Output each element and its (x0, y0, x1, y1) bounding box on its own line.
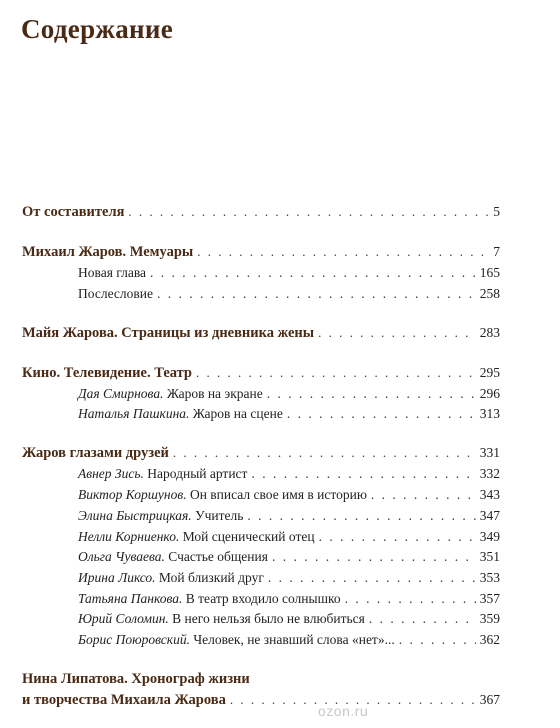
toc-entry (78, 568, 500, 588)
entry-title: Жаров глазами друзей (22, 445, 169, 461)
dot-leader (197, 242, 489, 262)
dot-leader (267, 384, 476, 404)
entry-title (78, 547, 268, 567)
page-number: 5 (493, 204, 500, 219)
entry-author: Наталья Пашкина. (78, 406, 190, 421)
dot-leader (150, 263, 476, 283)
dot-leader (128, 202, 489, 222)
page-number: 296 (479, 386, 500, 401)
dot-leader (318, 323, 476, 343)
page-number: 295 (479, 365, 500, 380)
entry-author: Дая Смирнова. (78, 386, 164, 401)
toc-entry (78, 527, 500, 547)
entry-title (78, 589, 341, 609)
entry-text: Жаров на сцене (189, 406, 283, 421)
dot-leader (268, 568, 476, 588)
entry-title: Послесловие (78, 286, 153, 301)
entry-text: Мой близкий друг (155, 570, 264, 585)
page-number: 357 (479, 591, 500, 606)
dot-leader (173, 443, 476, 463)
entry-title (78, 404, 283, 424)
page-number: 332 (479, 466, 500, 481)
page-title: Содержание (21, 14, 174, 44)
dot-leader (319, 527, 476, 547)
entry-author: Авнер Зись. (78, 466, 144, 481)
dot-leader (251, 464, 475, 484)
toc-entry (78, 547, 500, 567)
page-number: 343 (479, 487, 500, 502)
entry-title: Нина Липатова. Хронограф жизни (22, 671, 250, 687)
dot-leader (247, 506, 475, 526)
entry-title: Майя Жарова. Страницы из дневника жены (22, 325, 315, 341)
page-number: 351 (479, 549, 500, 564)
dot-leader (157, 284, 476, 304)
dot-leader (369, 609, 476, 629)
entry-text: Он вписал свое имя в историю (186, 487, 367, 502)
toc-entry (78, 609, 500, 629)
entry-author: Ирина Ликсо. (78, 570, 156, 585)
entry-text: Жаров на экране (163, 386, 263, 401)
toc-entry (78, 404, 500, 424)
entry-title: Кино. Телевидение. Театр (22, 365, 192, 381)
toc-entry (78, 630, 500, 650)
entry-title (78, 485, 367, 505)
entry-title (78, 630, 395, 650)
page-number: 313 (479, 406, 500, 421)
dot-leader (345, 589, 476, 609)
toc-entry (22, 202, 500, 222)
entry-text: Счастье общения (164, 549, 268, 564)
entry-title: От составителя (22, 204, 125, 220)
page-number: 165 (479, 265, 500, 280)
entry-title (78, 609, 365, 629)
entry-text: Учитель (191, 508, 244, 523)
entry-text: Мой сценический отец (179, 529, 315, 544)
page-number: 283 (479, 325, 500, 340)
toc-entry (78, 284, 500, 304)
toc-entry (78, 263, 500, 283)
entry-text: В него нельзя было не влюбиться (168, 611, 365, 626)
dot-leader (399, 630, 476, 650)
entry-author: Борис Поюровский. (78, 632, 190, 647)
entry-author: Нелли Корниенко. (78, 529, 180, 544)
entry-author: Юрий Соломин. (78, 611, 169, 626)
entry-text: Народный артист (143, 466, 248, 481)
entry-author: Татьяна Панкова. (78, 591, 183, 606)
entry-author: Ольга Чуваева. (78, 549, 165, 564)
page-number: 7 (493, 244, 500, 259)
entry-title (78, 464, 247, 484)
toc-entry (22, 242, 500, 262)
entry-title (78, 506, 243, 526)
entry-title (78, 384, 263, 404)
toc-entry (78, 485, 500, 505)
page-number: 353 (479, 570, 500, 585)
toc-entry (78, 384, 500, 404)
entry-author: Элина Быстрицкая. (78, 508, 192, 523)
dot-leader (371, 485, 476, 505)
entry-title: и творчества Михаила Жарова (22, 692, 226, 708)
page-number: 347 (479, 508, 500, 523)
toc-entry (78, 506, 500, 526)
entry-text: В театр входило солнышко (182, 591, 341, 606)
toc-entry (78, 589, 500, 609)
toc-entry (78, 464, 500, 484)
entry-title (78, 527, 315, 547)
entry-title: Михаил Жаров. Мемуары (22, 244, 194, 260)
watermark: ozon.ru (318, 703, 369, 719)
page-number: 349 (479, 529, 500, 544)
entry-title: Новая глава (78, 265, 147, 280)
toc-entry (22, 690, 500, 710)
page-number: 258 (479, 286, 500, 301)
entry-author: Виктор Коршунов. (78, 487, 187, 502)
page-number: 331 (479, 445, 500, 460)
dot-leader (287, 404, 476, 424)
entry-title (78, 568, 264, 588)
page-number: 367 (479, 692, 500, 707)
dot-leader (272, 547, 476, 567)
page-number: 362 (479, 632, 500, 647)
entry-text: Человек, не знавший слова «нет»... (189, 632, 395, 647)
toc-entry (22, 363, 500, 383)
toc-entry (22, 323, 500, 343)
toc-entry (22, 443, 500, 463)
page-number: 359 (479, 611, 500, 626)
dot-leader (196, 363, 476, 383)
